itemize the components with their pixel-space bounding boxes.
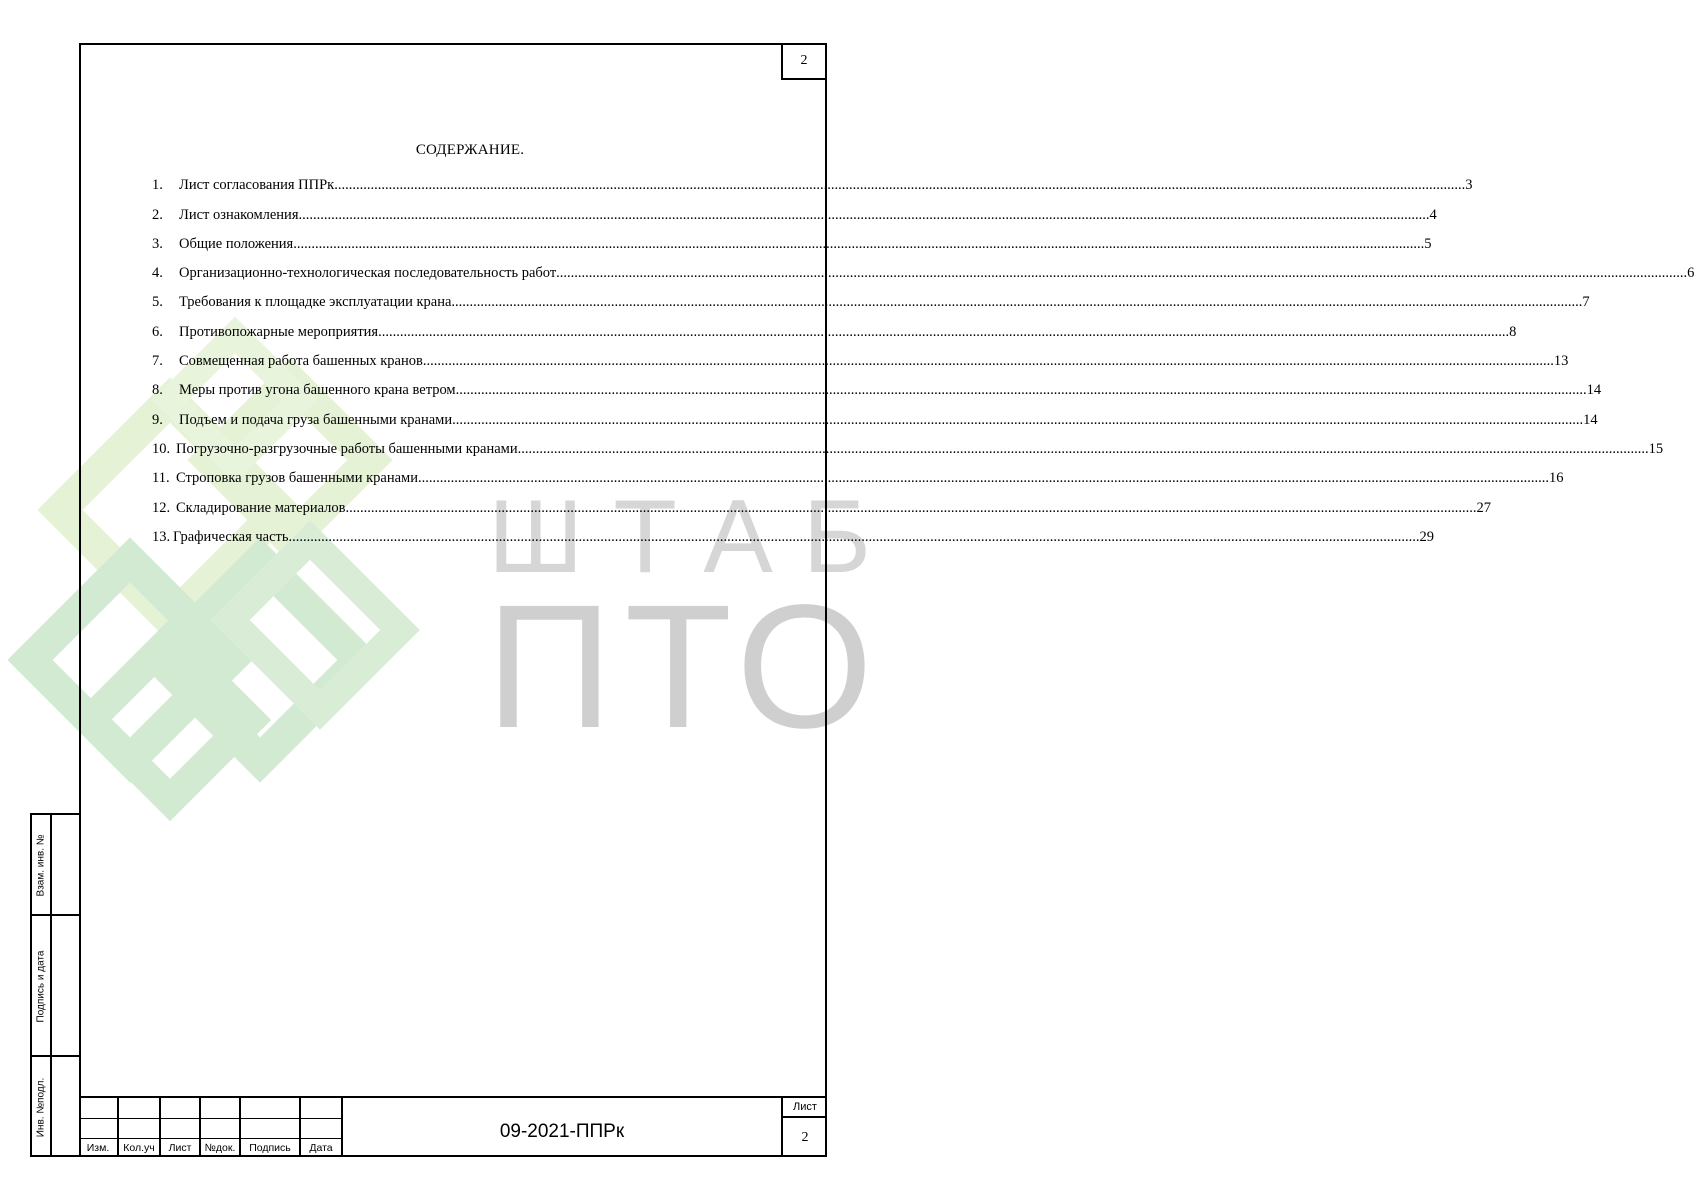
toc-item: [152, 404, 1598, 433]
toc-item-page: 5: [1424, 235, 1432, 252]
toc-item-number: 3.: [152, 235, 163, 252]
toc-item-label: Складирование материалов: [176, 499, 346, 516]
toc-item: [152, 375, 1602, 404]
stamp-col-count: Кол.уч: [123, 1142, 155, 1154]
toc-leader-dots: [378, 321, 1509, 343]
toc-item-page: 13: [1553, 353, 1569, 370]
side-stamp: [30, 813, 79, 1157]
stamp-col-sheet: Лист: [168, 1142, 192, 1154]
toc-leader-dots: [334, 174, 1465, 196]
toc-item-number: 7.: [152, 353, 163, 370]
toc-item-page: 14: [1586, 382, 1602, 399]
toc-title: СОДЕРЖАНИЕ.: [415, 142, 525, 158]
toc-item-page: 14: [1583, 411, 1598, 428]
toc-item-page: 8: [1509, 323, 1517, 340]
watermark-line1: ШТАБ: [488, 479, 902, 595]
toc-item-label: Графическая часть: [173, 528, 289, 545]
toc-item-page: 4: [1429, 206, 1437, 223]
toc-item: [152, 492, 1492, 521]
toc-item: [152, 434, 1664, 463]
toc-item-number: 1.: [152, 177, 163, 194]
toc-item-label: Организационно-технологическая последовательность работ: [179, 265, 557, 282]
toc-leader-dots: [518, 438, 1649, 460]
toc-item-page: 7: [1582, 294, 1590, 311]
stamp-sheet-label: Лист: [783, 1098, 827, 1118]
toc-item: [152, 258, 1694, 287]
toc-item: [152, 463, 1564, 492]
toc-leader-dots: [298, 204, 1429, 226]
toc-item-number: 6.: [152, 323, 163, 340]
side-label-replacement: Взам. инв. №: [35, 834, 47, 897]
toc-item-number: 12.: [152, 499, 171, 516]
toc-item-page: 16: [1548, 470, 1564, 487]
toc-item-page: 6: [1687, 265, 1694, 282]
toc-item-number: 10.: [152, 440, 171, 457]
toc-leader-dots: [556, 262, 1687, 284]
toc-item: [152, 316, 1517, 345]
toc-item: [152, 199, 1437, 228]
toc-item-number: 5.: [152, 294, 163, 311]
toc-item: [152, 346, 1569, 375]
toc-item-label: Погрузочно-разгрузочные работы башенными кранами: [176, 440, 518, 457]
toc-leader-dots: [456, 379, 1587, 401]
stamp-col-signature: Подпись: [249, 1142, 291, 1154]
toc-item-page: 3: [1465, 177, 1473, 194]
toc-item-number: 8.: [152, 382, 163, 399]
document-code: 09-2021-ППРк: [341, 1098, 781, 1157]
toc-item-label: Лист ознакомления: [179, 206, 299, 223]
toc-item-label: Требования к площадке эксплуатации крана: [179, 294, 452, 311]
toc-item: [152, 287, 1590, 316]
toc-leader-dots: [418, 467, 1549, 489]
stamp-col-date: Дата: [309, 1142, 333, 1154]
side-row: [32, 815, 79, 916]
toc-leader-dots: [452, 409, 1583, 431]
stamp-col-doc: №док.: [204, 1142, 236, 1154]
toc-leader-dots: [289, 526, 1420, 548]
toc-item-number: 4.: [152, 265, 163, 282]
toc-item-label: Противопожарные мероприятия: [179, 323, 379, 340]
toc-item-page: 27: [1476, 499, 1492, 516]
sheet-number: 2: [800, 52, 808, 68]
side-row: [32, 1057, 79, 1157]
watermark-line2: ПТО: [486, 569, 885, 765]
toc-item-number: 9.: [152, 411, 163, 428]
toc-leader-dots: [451, 291, 1582, 313]
toc-leader-dots: [293, 233, 1424, 255]
revision-grid: [79, 1098, 341, 1157]
toc-item-label: Меры против угона башенного крана ветром: [179, 382, 456, 399]
toc-item-number: 11.: [152, 470, 170, 487]
side-label-inventory: Инв. №подл.: [35, 1077, 47, 1137]
toc-item-page: 29: [1419, 528, 1435, 545]
title-block: [79, 1096, 827, 1157]
stamp-sheet-number: 2: [801, 1129, 809, 1145]
toc-item-page: 15: [1648, 440, 1664, 457]
side-label-signature: Подпись и дата: [35, 950, 47, 1023]
toc-item-label: Строповка грузов башенными кранами: [176, 470, 418, 487]
toc-item: [152, 229, 1432, 258]
toc-item: [152, 170, 1473, 199]
stamp-col-change: Изм.: [86, 1142, 110, 1154]
toc-item-label: Совмещенная работа башенных кранов: [179, 353, 423, 370]
sheet-number-box: [781, 43, 827, 80]
toc-item-label: Общие положения: [179, 235, 294, 252]
toc-item-label: Подъем и подача груза башенными кранами: [179, 411, 453, 428]
side-row: [32, 916, 79, 1057]
toc-item-number: 2.: [152, 206, 163, 223]
toc-item-label: Лист согласования ППРк: [179, 177, 335, 194]
stamp-sheet-cell: [781, 1098, 827, 1157]
toc-item: [152, 522, 1435, 551]
toc-leader-dots: [423, 350, 1554, 372]
toc-leader-dots: [346, 497, 1477, 519]
toc-item-number: 13.: [152, 528, 171, 545]
